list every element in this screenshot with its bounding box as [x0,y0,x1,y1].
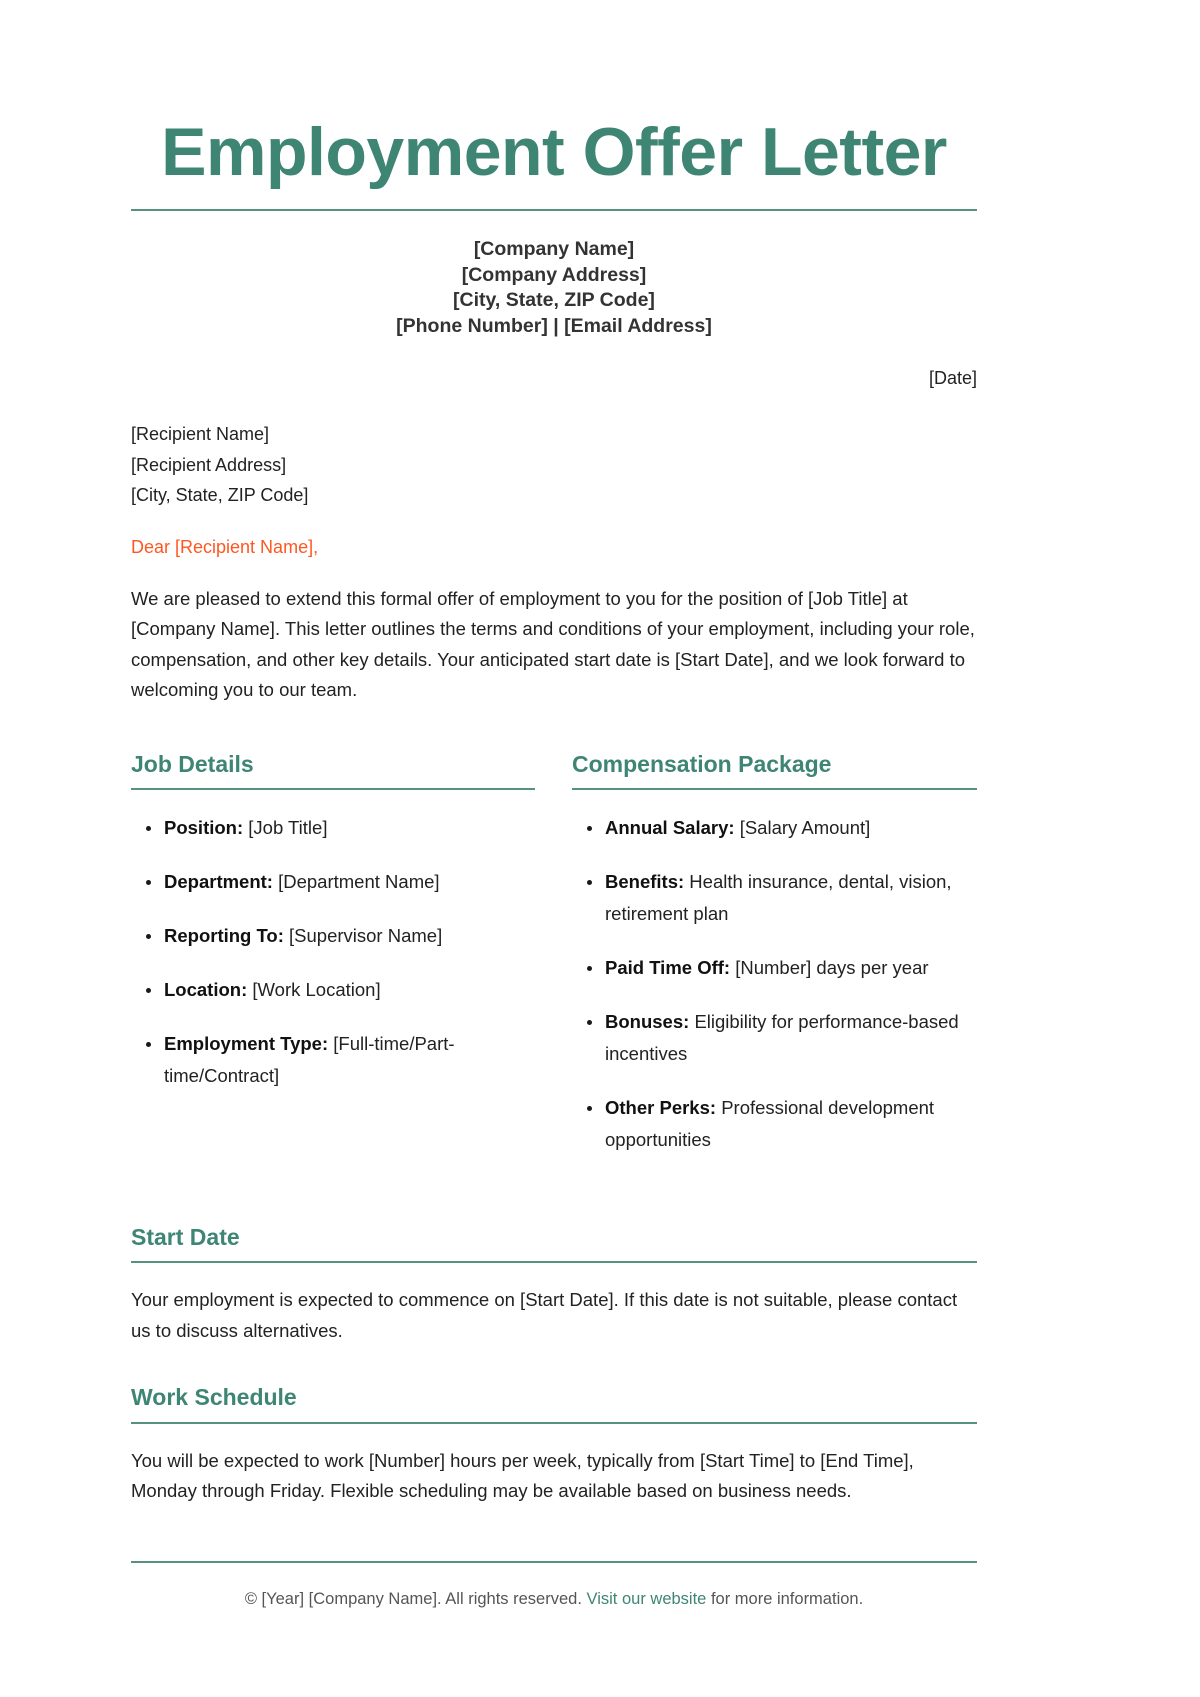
list-item-label: Other Perks: [605,1096,717,1118]
list-item [131,812,536,844]
letter-date: [Date] [928,368,977,388]
list-item [572,812,977,844]
title-divider [131,209,977,211]
compensation-package-heading: Compensation Package [572,750,832,777]
recipient-name: [Recipient Name] [131,424,270,444]
list-item [131,1028,536,1092]
list-item [131,920,536,952]
list-item-label: Department: [164,870,273,892]
work-schedule-paragraph: You will be expected to work [Number] hours per week, typically from [Start Time] to [End Time], Monday through Friday. Flexible scheduling may be available based on business needs. [131,1449,914,1502]
list-item [572,952,977,984]
footer-copyright-prefix: © [Year] [Company Name]. All rights reserved. [244,1589,587,1608]
salutation-line: Dear [Recipient Name], [131,536,319,557]
page-footer [131,1561,977,1610]
job-details-heading: Job Details [131,750,254,777]
list-item-value: [Job Title] [248,816,328,838]
list-item-label: Bonuses: [605,1010,690,1032]
list-item-label: Paid Time Off: [605,956,731,978]
list-item-label: Benefits: [605,870,685,892]
list-item-value: Eligibility for performance-based incentives [605,1010,959,1064]
compensation-package-divider [572,788,977,790]
list-item-label: Location: [164,978,248,1000]
details-columns [131,751,977,1156]
list-item [131,974,536,1006]
footer-divider [131,1561,977,1563]
list-item-label: Employment Type: [164,1032,329,1054]
list-item-value: [Work Location] [252,978,381,1000]
list-item-value: [Salary Amount] [739,816,871,838]
document-content [131,0,977,1610]
recipient-city-state-zip: [City, State, ZIP Code] [131,485,309,505]
list-item [131,866,536,898]
list-item-value: [Department Name] [278,870,440,892]
list-item-value: [Number] days per year [735,956,929,978]
list-item-value: [Supervisor Name] [289,924,443,946]
recipient-address-block [131,419,977,511]
job-details-divider [131,788,535,790]
compensation-package-list [572,812,977,1156]
list-item [572,866,977,930]
compensation-package-column [572,751,977,1156]
company-phone-email: [Phone Number] | [Email Address] [396,314,712,337]
company-address: [Company Address] [461,263,647,286]
list-item-label: Position: [164,816,244,838]
start-date-heading: Start Date [131,1223,240,1250]
list-item-label: Reporting To: [164,924,284,946]
company-city-state-zip: [City, State, ZIP Code] [453,289,655,311]
company-address-block [131,237,977,339]
list-item-value: Professional development opportunities [605,1096,935,1150]
footer-copyright [131,1588,977,1610]
list-item-value: [Full-time/Part-time/Contract] [164,1032,455,1086]
page-title: Employment Offer Letter [161,114,947,190]
company-name: [Company Name] [473,238,635,260]
work-schedule-heading: Work Schedule [131,1384,297,1411]
recipient-address: [Recipient Address] [131,454,287,475]
start-date-divider [131,1261,977,1263]
footer-copyright-suffix: for more information. [706,1589,864,1608]
work-schedule-divider [131,1422,977,1424]
list-item [572,1006,977,1070]
website-link[interactable]: Visit our website [586,1589,707,1608]
list-item [572,1092,977,1156]
work-schedule-section [131,1384,977,1506]
job-details-list [131,812,536,1092]
intro-paragraph: We are pleased to extend this formal offer of employment to you for the position of [Job Title] at [Company Name]. This letter outlines the terms and conditions of your employment, including your role, compensation, and other key details. Your anticipated start date is [Start Date], and we look forward to welcoming you to our team. [131,587,975,700]
list-item-label: Annual Salary: [605,816,735,838]
list-item-value: Health insurance, dental, vision, retirement plan [605,870,952,924]
start-date-section [131,1224,977,1346]
start-date-paragraph: Your employment is expected to commence on [Start Date]. If this date is not suitable, please contact us to discuss alternatives. [131,1289,958,1341]
job-details-column [131,751,536,1092]
